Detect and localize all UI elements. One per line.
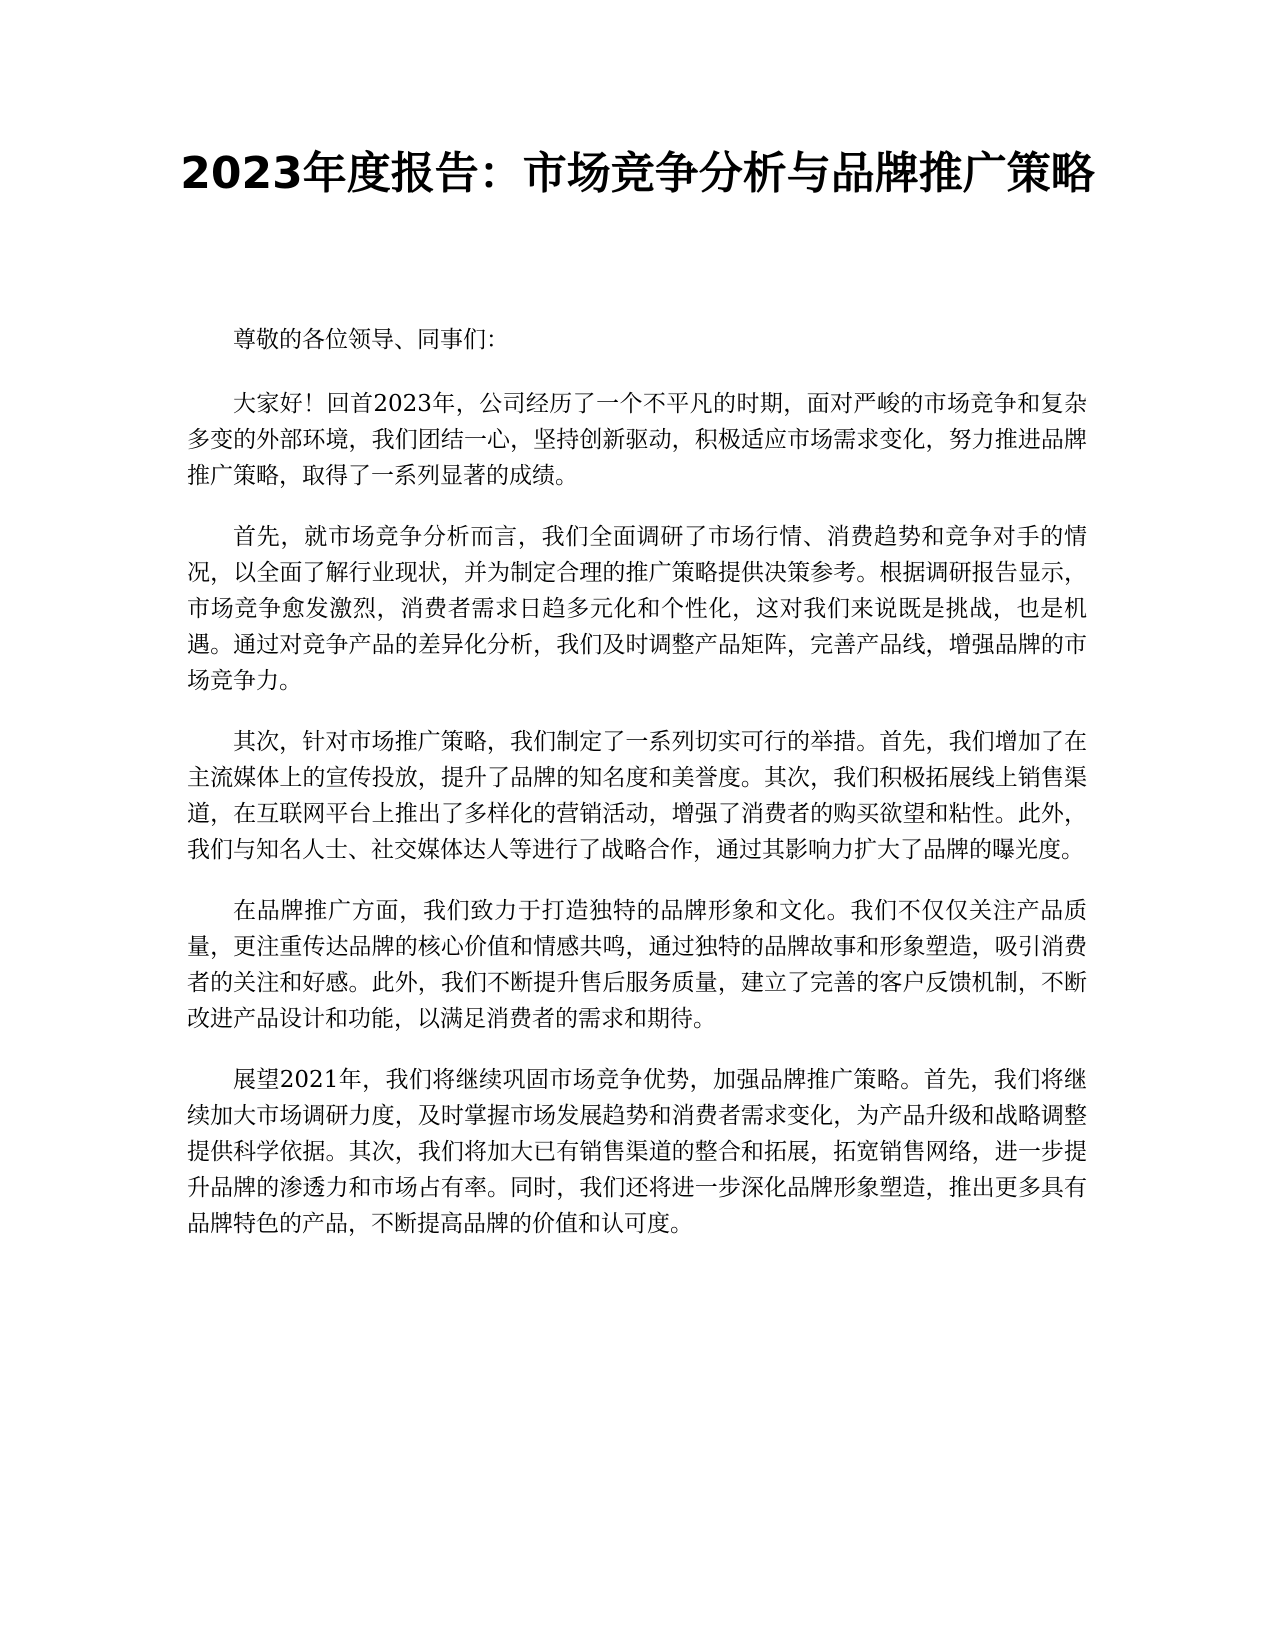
document-title: 2023年度报告：市场竞争分析与品牌推广策略 bbox=[180, 148, 1095, 199]
paragraph-market-analysis: 首先，就市场竞争分析而言，我们全面调研了市场行情、消费趋势和竞争对手的情况，以全面了解行业现状，并为制定合理的推广策略提供决策参考。根据调研报告显示，市场竞争愈发激烈，消费者需求日趋多元化和个性化，这对我们来说既是挑战，也是机遇。通过对竞争产品的差异化分析，我们及时调整产品矩阵，完善产品线，增强品牌的市场竞争力。 bbox=[187, 524, 1087, 694]
paragraph-promotion-strategy: 其次，针对市场推广策略，我们制定了一系列切实可行的举措。首先，我们增加了在主流媒体上的宣传投放，提升了品牌的知名度和美誉度。其次，我们积极拓展线上销售渠道，在互联网平台上推出了多样化的营销活动，增强了消费者的购买欲望和粘性。此外，我们与知名人士、社交媒体达人等进行了战略合作，通过其影响力扩大了品牌的曝光度。 bbox=[187, 729, 1087, 863]
paragraph-outlook: 展望2021年，我们将继续巩固市场竞争优势，加强品牌推广策略。首先，我们将继续加大市场调研力度，及时掌握市场发展趋势和消费者需求变化，为产品升级和战略调整提供科学依据。其次，我们将加大已有销售渠道的整合和拓展，拓宽销售网络，进一步提升品牌的渗透力和市场占有率。同时，我们还将进一步深化品牌形象塑造，推出更多具有品牌特色的产品，不断提高品牌的价值和认可度。 bbox=[187, 1067, 1087, 1237]
paragraph-brand-building: 在品牌推广方面，我们致力于打造独特的品牌形象和文化。我们不仅仅关注产品质量，更注重传达品牌的核心价值和情感共鸣，通过独特的品牌故事和形象塑造，吸引消费者的关注和好感。此外，我们不断提升售后服务质量，建立了完善的客户反馈机制，不断改进产品设计和功能，以满足消费者的需求和期待。 bbox=[187, 898, 1087, 1032]
salutation: 尊敬的各位领导、同事们： bbox=[233, 327, 509, 353]
document-body bbox=[187, 322, 1087, 1267]
paragraph-greeting: 大家好！回首2023年，公司经历了一个不平凡的时期，面对严峻的市场竞争和复杂多变的外部环境，我们团结一心，坚持创新驱动，积极适应市场需求变化，努力推进品牌推广策略，取得了一系列显著的成绩。 bbox=[187, 391, 1087, 489]
